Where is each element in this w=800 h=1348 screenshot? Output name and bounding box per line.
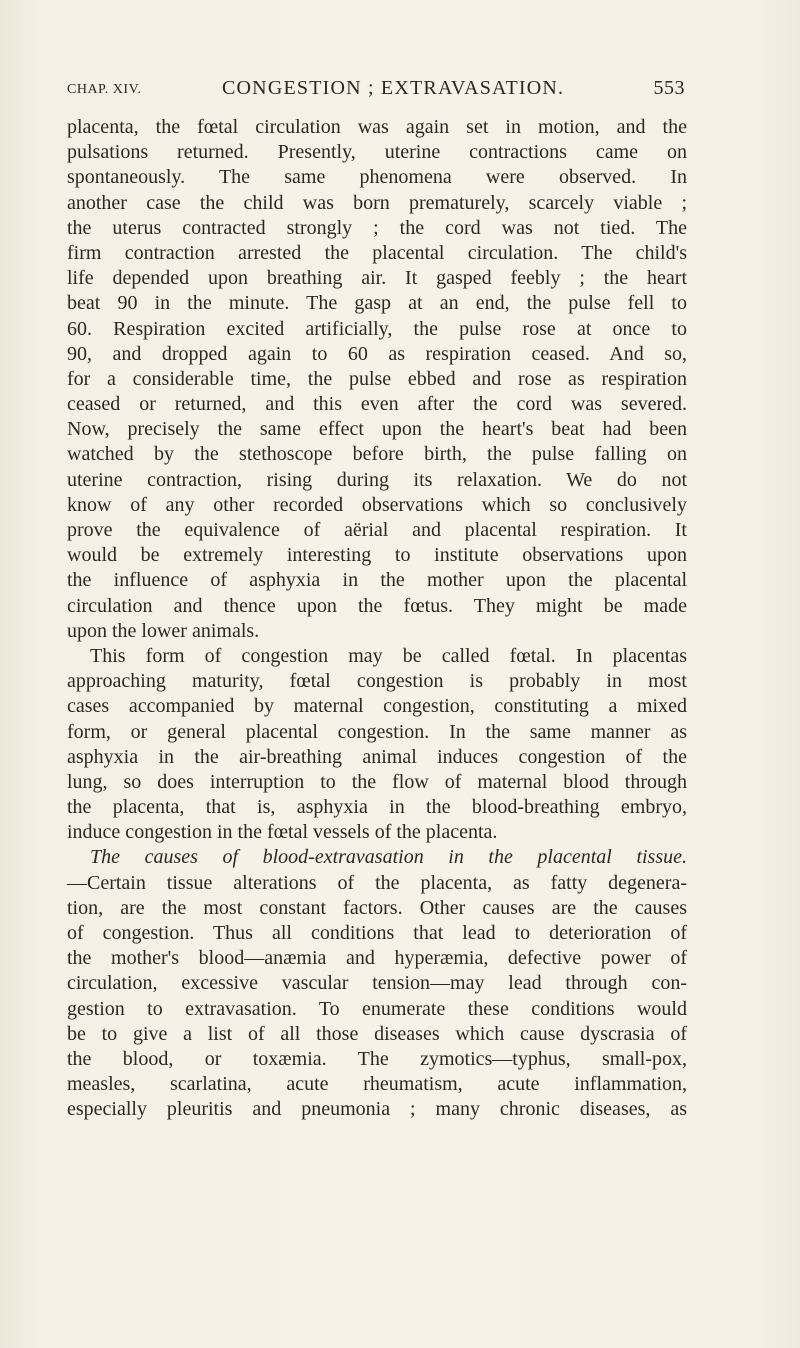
text-line: circulation, excessive vascular tension—may lead through con-: [67, 972, 687, 995]
page-number: 553: [653, 77, 685, 99]
running-header: [67, 72, 685, 112]
body-text: [67, 115, 687, 1123]
text-line: the influence of asphyxia in the mother upon the placental: [67, 569, 687, 592]
text-line: of congestion. Thus all conditions that lead to deterioration of: [67, 922, 687, 944]
text-line: 60. Respiration excited artificially, the pulse rose at once to: [67, 317, 687, 340]
text-line: measles, scarlatina, acute rheumatism, acute inflammation,: [67, 1073, 687, 1096]
text-line: uterine contraction, rising during its relaxation. We do not: [67, 468, 687, 491]
text-line: prove the equivalence of aërial and placental respiration. It: [67, 519, 687, 541]
text-line: the uterus contracted strongly ; the cord was not tied. The: [67, 216, 687, 239]
paragraph-last-line: induce congestion in the fœtal vessels of the placenta.: [67, 821, 498, 844]
text-line: for a considerable time, the pulse ebbed and rose as respiration: [67, 367, 687, 390]
text-line: the blood, or toxæmia. The zymotics—typhus, small-pox,: [67, 1047, 687, 1070]
text-line: be to give a list of all those diseases which cause dyscrasia of: [67, 1022, 687, 1045]
text-line: especially pleuritis and pneumonia ; many chronic diseases, as: [67, 1098, 687, 1121]
text-line: cases accompanied by maternal congestion, constituting a mixed: [67, 695, 687, 718]
text-line: watched by the stethoscope before birth, the pulse falling on: [67, 443, 687, 466]
paragraph-first-line: This form of congestion may be called fœtal. In placentas: [90, 644, 687, 667]
text-line: beat 90 in the minute. The gasp at an end, the pulse fell to: [67, 292, 687, 315]
text-line: would be extremely interesting to institute observations upon: [67, 544, 687, 567]
text-line: know of any other recorded observations which so conclusively: [67, 493, 687, 516]
chapter-label: CHAP. XIV.: [67, 82, 142, 97]
running-title: CONGESTION ; EXTRAVASATION.: [222, 77, 565, 99]
section-heading-line: The causes of blood-extravasation in the placental tissue.: [90, 846, 687, 869]
paragraph-last-line: upon the lower animals.: [67, 619, 260, 642]
text-line: 90, and dropped again to 60 as respiration ceased. And so,: [67, 342, 687, 365]
text-line: spontaneously. The same phenomena were observed. In: [67, 166, 687, 189]
text-line: another case the child was born prematurely, scarcely viable ;: [67, 191, 687, 214]
text-line: placenta, the fœtal circulation was again set in motion, and the: [67, 116, 687, 138]
text-line: circulation and thence upon the fœtus. They might be made: [67, 594, 687, 617]
text-line: Now, precisely the same effect upon the heart's beat had been: [67, 418, 687, 441]
text-line: gestion to extravasation. To enumerate these conditions would: [67, 997, 687, 1020]
text-line: the mother's blood—anæmia and hyperæmia, defective power of: [67, 947, 687, 970]
text-line: the placenta, that is, asphyxia in the blood-breathing embryo,: [67, 796, 687, 819]
text-line: pulsations returned. Presently, uterine contractions came on: [67, 141, 687, 164]
text-line: approaching maturity, fœtal congestion is probably in most: [67, 670, 687, 693]
text-line: form, or general placental congestion. In the same manner as: [67, 720, 687, 743]
text-line: ceased or returned, and this even after the cord was severed.: [67, 393, 687, 416]
text-line: life depended upon breathing air. It gasped feebly ; the heart: [67, 267, 687, 290]
text-line: asphyxia in the air-breathing animal induces congestion of the: [67, 745, 687, 768]
text-line: lung, so does interruption to the flow of maternal blood through: [67, 770, 687, 793]
text-line: —Certain tissue alterations of the placenta, as fatty degenera-: [67, 871, 687, 894]
text-line: firm contraction arrested the placental circulation. The child's: [67, 241, 687, 264]
text-line: tion, are the most constant factors. Other causes are the causes: [67, 896, 687, 919]
